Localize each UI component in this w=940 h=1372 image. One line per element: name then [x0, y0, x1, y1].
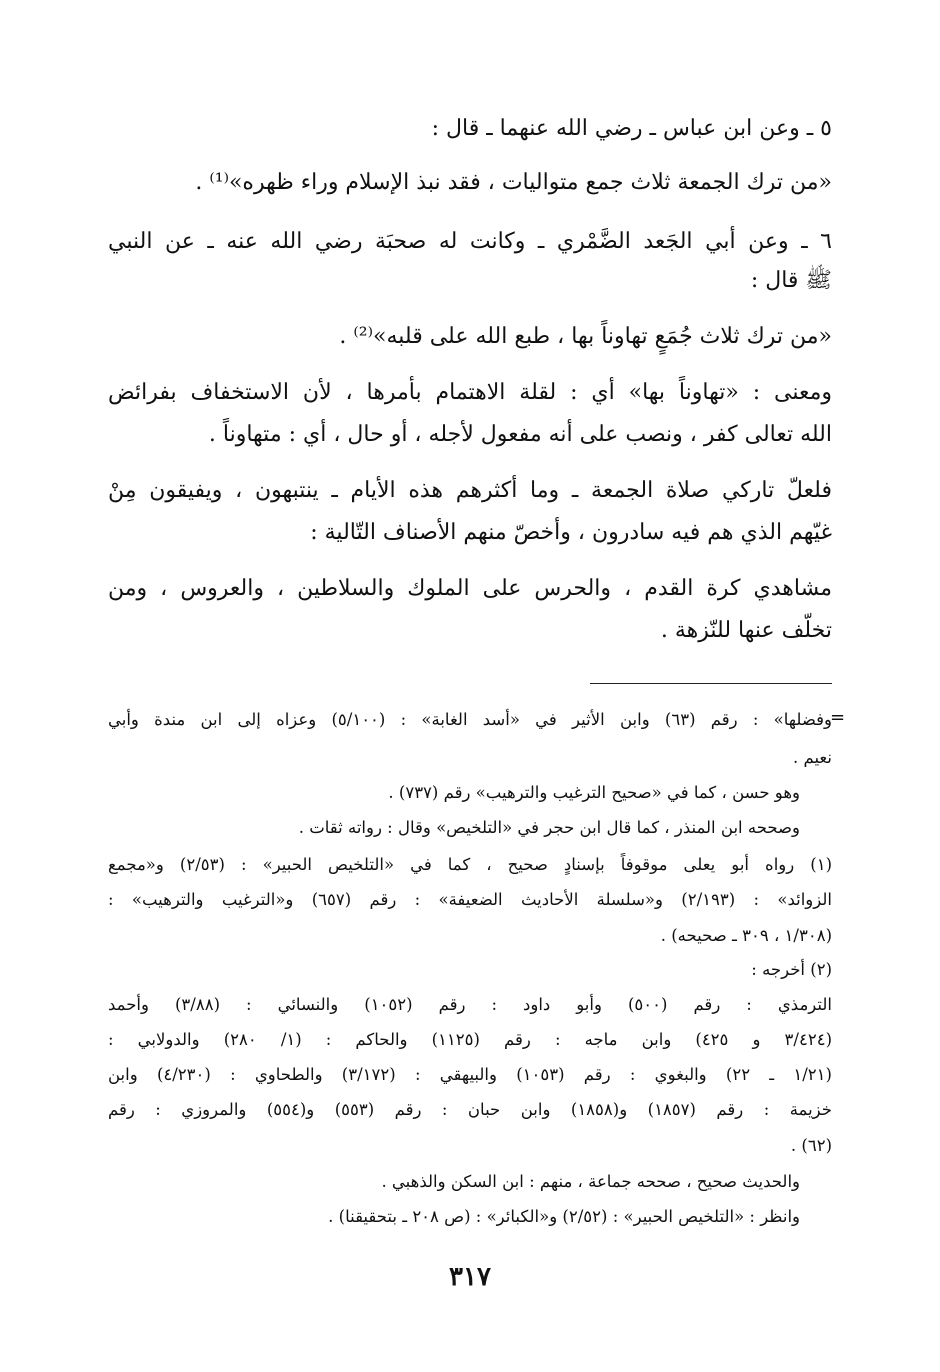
hadith-5-intro: ٥ ـ وعن ابن عباس ـ رضي الله عنهما ـ قال :: [431, 116, 832, 141]
hadith-6-intro-line-2: ﷺ قال :: [750, 268, 832, 293]
footnote-continued-line-4: وصححه ابن المنذر ، كما قال ابن حجر في «التلخيص» وقال : رواته ثقات .: [298, 818, 800, 837]
hadith-5-text: «من ترك الجمعة ثلاث جمع متواليات ، فقد نبذ الإسلام وراء ظهره»⁽¹⁾ .: [195, 170, 832, 195]
categories-line-2: تخلّف عنها للنّزهة .: [660, 618, 832, 643]
footnote-continued-line-2: نعيم .: [792, 748, 832, 767]
footnote-2-line-1: (٢) أخرجه :: [751, 960, 832, 979]
exhortation-line-1: فلعلّ تاركي صلاة الجمعة ـ وما أكثرهم هذه الأيام ـ ينتبهون ، ويفيقون مِنْ: [108, 478, 832, 503]
meaning-line-2: الله تعالى كفر ، ونصب على أنه مفعول لأجله ، أو حال ، أي : متهاوناً .: [208, 422, 832, 447]
footnote-2-line-3: (٣/٤٢٤ و ٤٢٥) وابن ماجه : رقم (١١٢٥) والحاكم : (١/ ٢٨٠) والدولابي :: [108, 1030, 832, 1049]
footnote-2-line-7: والحديث صحيح ، صححه جماعة ، منهم : ابن السكن والذهبي .: [381, 1172, 800, 1191]
footnote-separator: [590, 683, 832, 684]
footnote-1-line-1: (١) رواه أبو يعلى موقوفاً بإسنادٍ صحيح ، كما في «التلخيص الحبير» : (٢/٥٣) و«مجمع: [108, 855, 832, 874]
hadith-6-intro-line-1: ٦ ـ وعن أبي الجَعد الضَّمْري ـ وكانت له صحبَة رضي الله عنه ـ عن النبي: [108, 229, 832, 254]
footnote-1-line-2: الزوائد» : (٢/١٩٣) و«سلسلة الأحاديث الضعيفة» : رقم (٦٥٧) و«الترغيب والترهيب» :: [108, 890, 832, 909]
footnote-continued-line-1: وفضلها» : رقم (٦٣) وابن الأثير في «أسد الغابة» : (٥/١٠٠) وعزاه إلى ابن مندة وأبي: [108, 710, 832, 729]
footnote-2-line-2: الترمذي : رقم (٥٠٠) وأبو داود : رقم (١٠٥٢) والنسائي : (٣/٨٨) وأحمد: [108, 995, 832, 1014]
footnote-2-line-5: خزيمة : رقم (١٨٥٧) و(١٨٥٨) وابن حبان : رقم (٥٥٣) و(٥٥٤) والمروزي : رقم: [108, 1100, 832, 1119]
page-number: ٣١٧: [449, 1262, 491, 1292]
footnote-continued-line-3: وهو حسن ، كما في «صحيح الترغيب والترهيب» رقم (٧٣٧) .: [388, 783, 800, 802]
footnote-2-line-4: (١/٢١ ـ ٢٢) والبغوي : رقم (١٠٥٣) والبيهقي : (٣/١٧٢) والطحاوي : (٤/٢٣٠) وابن: [108, 1065, 832, 1084]
categories-line-1: مشاهدي كرة القدم ، والحرس على الملوك والسلاطين ، والعروس ، ومن: [108, 576, 832, 601]
footnote-2-line-6: (٦٢) .: [790, 1136, 832, 1155]
footnote-1-line-3: (١/٣٠٨ ، ٣٠٩ ـ صحيحه) .: [660, 926, 832, 945]
meaning-line-1: ومعنى : «تهاوناً بها» أي : لقلة الاهتمام بأمرها ، لأن الاستخفاف بفرائض: [108, 380, 832, 405]
footnote-2-line-8: وانظر : «التلخيص الحبير» : (٢/٥٢) و«الكبائر» : (ص ٢٠٨ ـ بتحقيقنا) .: [328, 1207, 800, 1226]
exhortation-line-2: غيّهم الذي هم فيه سادرون ، وأخصّ منهم الأصناف التّالية :: [310, 520, 832, 545]
footnote-continuation-mark: =: [830, 707, 846, 728]
hadith-6-text: «من ترك ثلاث جُمَعٍ تهاوناً بها ، طبع الله على قلبه»⁽²⁾ .: [339, 324, 832, 349]
